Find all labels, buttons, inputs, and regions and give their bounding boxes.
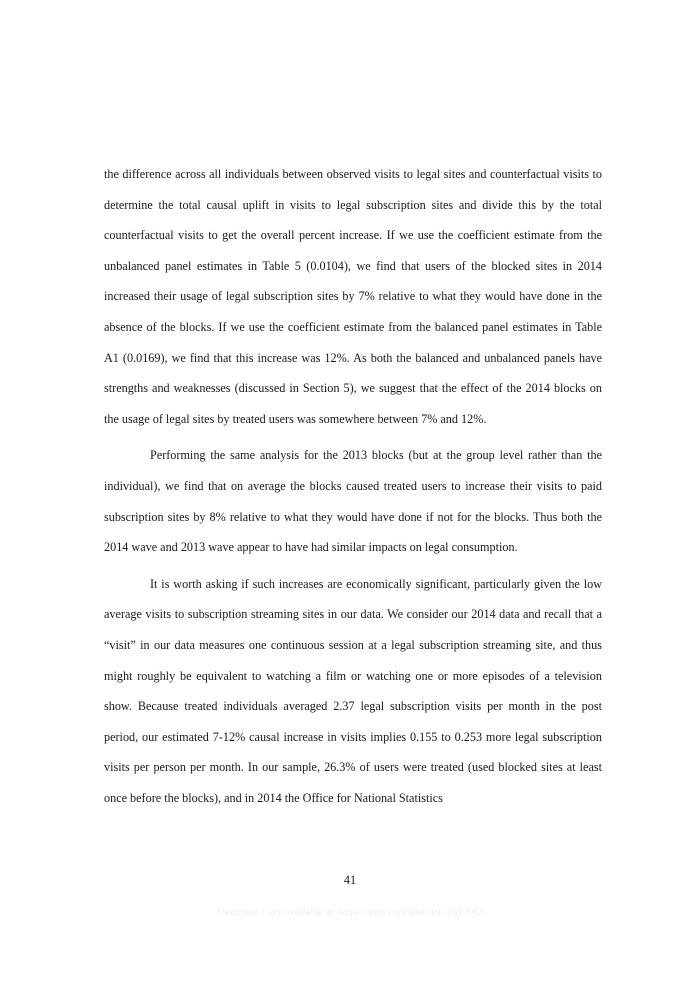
- footer-watermark: Electronic copy available at: https://ssrn.com/abstract=2612063: [216, 907, 484, 918]
- paragraph-2: Performing the same analysis for the 2013 blocks (but at the group level rather than the individual), we find that on average the blocks caused treated users to increase their visits to paid subscription sites by 8% relative to what they would have done if not for the blocks. Thus both the 2014 wave and 2013 wave appear to have had similar impacts on legal consumption.: [104, 448, 602, 555]
- page-number: 41: [343, 873, 357, 887]
- body-text: [104, 159, 602, 813]
- paragraph-1: the difference across all individuals between observed visits to legal sites and counterfactual visits to determine the total causal uplift in visits to legal subscription sites and divide this by the total counterfactual visits to get the overall percent increase. If we use the coefficient estimate from the unbalanced panel estimates in Table 5 (0.0104), we find that users of the blocked sites in 2014 increased their usage of legal subscription sites by 7% relative to what they would have done in the absence of the blocks. If we use the coefficient estimate from the balanced panel estimates in Table A1 (0.0169), we find that this increase was 12%. As both the balanced and unbalanced panels have strengths and weaknesses (discussed in Section 5), we suggest that the effect of the 2014 blocks on the usage of legal sites by treated users was somewhere between 7% and 12%.: [104, 167, 602, 426]
- paragraph-3: It is worth asking if such increases are economically significant, particularly given the low average visits to subscription streaming sites in our data. We consider our 2014 data and recall that a “visit” in our data measures one continuous session at a legal subscription streaming site, and thus might roughly be equivalent to watching a film or watching one or more episodes of a television show. Because treated individuals averaged 2.37 legal subscription visits per month in the post period, our estimated 7-12% causal increase in visits implies 0.155 to 0.253 more legal subscription visits per person per month. In our sample, 26.3% of users were treated (used blocked sites at least once before the blocks), and in 2014 the Office for National Statistics: [104, 576, 602, 805]
